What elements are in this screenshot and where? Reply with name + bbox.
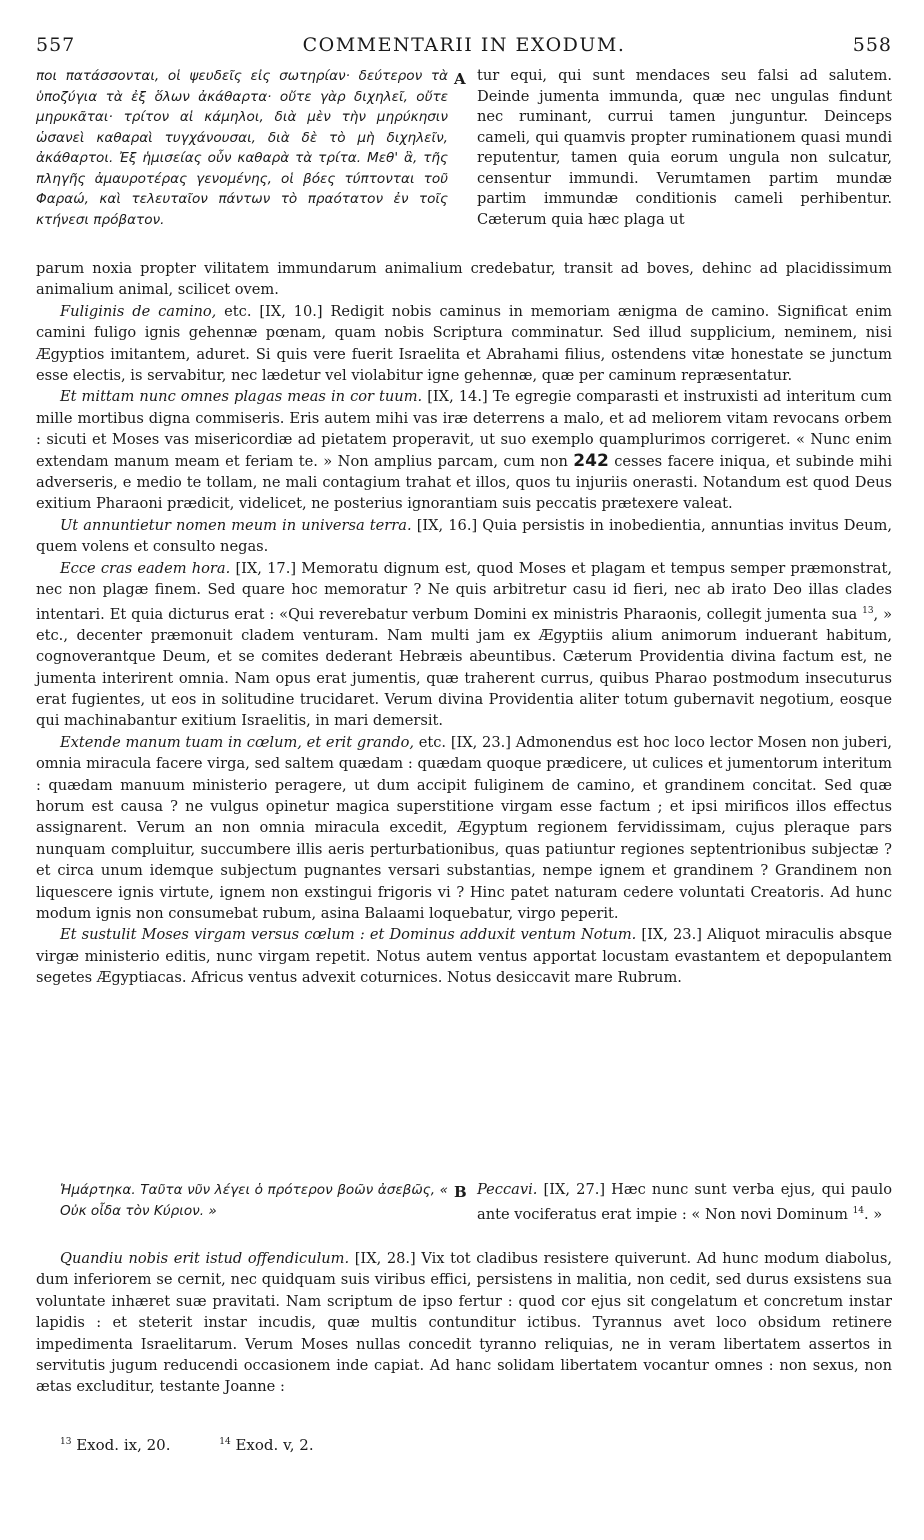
lemma: Extende manum tuam in cœlum, et erit grando, xyxy=(60,733,415,751)
verse-ref: [IX, 10.] xyxy=(259,302,323,320)
paragraph-continuation: parum noxia propter vilitatem immundarum animalium credebatur, transit ad boves, dehinc ad placidissimum animalium animal, scilicet ovem. xyxy=(36,260,892,299)
body-block-2 xyxy=(36,1248,892,1398)
paragraph-quandiu: Quandiu nobis erit istud offendiculum. [IX, 28.] Vix tot cladibus resistere quiverunt. Ad hunc modum diabolus, dum inferiorem se cernit, nec quidquam suis viribus effici, persistens in malitia, non cedit, sed durus exsistens sua voluntate inhæret suæ pravitati. Nam scriptum de ipso fertur : quod cor ejus sit congelatum et concretum instar lapidis : et steterit instar incudis, quæ multis contunditur ictibus. Tyrannus avet loco obsidum retinere impedimenta Israelitarum. Verum Moses nullas concedit tyranno reliquias, ne in veram libertatem assertos in servitutis jugum reducendi occasionem inde capiat. Ad hanc solidam libertatem vocantur omnes : non sexus, non ætas excluditur, testante Joanne : xyxy=(36,1250,893,1396)
verse-ref: [IX, 16.] xyxy=(411,516,478,534)
footnote: $^{14}$ Exod. v, 2. xyxy=(219,1436,314,1454)
verse-ref: [IX, 23.] xyxy=(450,733,511,751)
lemma: Fuliginis de camino, xyxy=(60,302,217,320)
parallel-columns-a xyxy=(36,66,892,280)
footnote-marker: 13 xyxy=(862,605,874,616)
paragraph-ut-annuntietur: Ut annuntietur nomen meum in universa terra. [IX, 16.] Quia persistis in inobedientia, annuntias invitus Deum, quem volens et consulto negas. xyxy=(36,516,892,556)
margin-marker-b: B xyxy=(454,1183,467,1201)
lemma: Quandiu nobis erit istud offendiculum. xyxy=(60,1250,350,1267)
page-number-left: 557 xyxy=(36,34,76,56)
running-title: COMMENTARII IN EXODUM. xyxy=(302,34,626,56)
latin-column: tur equi, qui sunt mendaces seu falsi ad salutem. Deinde jumenta immunda, quæ nec ungulas findunt nec ruminant, currui tamen junguntur. Deinceps cameli, qui quamvis propter ruminationem quasi mundi reputentur, tamen quia eorum ungula non sulcatur, censentur immundi. Verumtamen partim mundæ partim immundæ conditionis cameli perhibentur. Cæterum quia hæc plaga ut xyxy=(477,67,892,228)
lemma: Peccavi. xyxy=(477,1181,538,1198)
paragraph-et-sustulit: Et sustulit Moses virgam versus cœlum : et Dominus adduxit ventum Notum. [IX, 23.] Aliquot miraculis absque virgæ ministerio editis, nunc virgam repetit. Notus autem ventus apportat locustam evastantem et depopulantem segetes Ægyptiacas. Africus ventus advexit coturnices. Notus desiccavit mare Rubrum. xyxy=(36,926,892,987)
greek-column: Ἡμάρτηκα. Ταῦτα νῦν λέγει ὁ πρότερον βοῶν ἀσεβῶς, « Οὐκ οἶδα τὸν Κύριον. » xyxy=(60,1182,448,1219)
column-number: 242 xyxy=(573,450,609,471)
running-header xyxy=(36,34,892,58)
paragraph-ecce-cras: Ecce cras eadem hora. [IX, 17.] Memoratu dignum est, quod Moses et plagam et tempus semper præmonstrat, nec non plagæ finem. Sed quare hoc memoratur ? Ne quis arbitretur casu id fieri, nec ab irato Deo illas clades intentari. Et quia dicturus erat : «Qui reverebatur verbum Domini ex ministris Pharaonis, collegit jumenta sua $^{13}$, » etc., decenter præmonuit cladem venturam. Nam multi jam ex Ægyptiis alium animorum induerant habitum, cognoverantque Deum, et se comites dederant Hebræis abeuntibus. Cæterum Providentia divina factum est, ne jumenta interirent omnia. Nam opus erat jumentis, quæ traherent currus, quibus Pharao postmodum insecuturus erat fugientes, ut eos in solitudine trucidaret. Verum divina Providentia aliter totum gubernavit negotium, eosque qui machinabantur exitium Israelitis, in mari demersit. xyxy=(36,559,892,730)
lemma: Ἡμάρτηκα. xyxy=(60,1182,136,1198)
verse-ref: [IX, 17.] xyxy=(230,559,297,577)
body-block-1 xyxy=(36,258,892,989)
margin-marker-a: A xyxy=(454,70,466,88)
lemma: Ut annuntietur nomen meum in universa terra. xyxy=(60,516,412,534)
verse-ref: [IX, 23.] xyxy=(636,926,702,944)
parallel-columns-b xyxy=(36,1180,892,1244)
footnote-marker: 14 xyxy=(852,1205,865,1216)
paragraph-et-mittam: Et mittam nunc omnes plagas meas in cor tuum. [IX, 14.] Te egregie comparasti et instruxisti ad interitum cum mille mortibus digna commiseris. Eris autem mihi vas iræ deterrens a malo, et ad meliorem vitam revocans orbem : sicuti et Moses vas misericordiæ ad pietatem properavit, ut suo exemplo quamplurimos corrigeret. « Nunc enim extendam manum meam et feriam te. » Non amplius parcam, cum non 242 cesses facere iniqua, et subinde mihi adverseris, e medio te tollam, ne mali contagium trahat et illos, quos tu injuriis onerasti. Notandum est quod Deus exitium Pharaoni prædicit, videlicet, ne posterius ignorantiam suis peccatis prætexere valeat. xyxy=(36,388,892,513)
footnote: $^{13}$ Exod. ix, 20. xyxy=(60,1436,171,1454)
verse-ref: [IX, 28.] xyxy=(349,1250,416,1267)
latin-column: Peccavi. [IX, 27.] Hæc nunc sunt verba ejus, qui paulo ante vociferatus erat impie : « Non novi Dominum $^{14}$. » xyxy=(477,1181,892,1223)
verse-ref: [IX, 14.] xyxy=(422,388,488,406)
lemma: Ecce cras eadem hora. xyxy=(60,559,231,577)
lemma: Et mittam nunc omnes plagas meas in cor tuum. xyxy=(60,388,423,406)
paragraph-fuliginis: Fuliginis de camino, etc. [IX, 10.] Redigit nobis caminus in memoriam ænigma de camino. Significat enim camini fuligo ignis gehennæ pœnam, quam nobis Scriptura comminatur. Sed illud supplicium, neminem, nisi Ægyptios imitantem, aduret. Si quis vere fuerit Israelita et Abrahami filius, ostendens vitæ honestate se junctum esse electis, is servabitur, nec lædetur vel violabitur igne gehennæ, quæ per caminum repræsentatur. xyxy=(36,302,893,385)
paragraph-extende: Extende manum tuam in cœlum, et erit grando, etc. [IX, 23.] Admonendus est hoc loco lector Mosen non juberi, omnia miracula facere virga, sed saltem quædam : quædam quoque prædicere, ut culices et jumentorum interitum : quædam manuum ministerio peragere, ut dum accipit fuliginem de camino, et grandinem concitat. Sed quæ horum est causa ? ne vulgus opinetur magica superstitione virgam esse factum ; et ipsi mirificos illos effectus assignarent. Verum an non omnia miracula excedit, Ægyptum regionem fervidissimam, cujus pleraque pars nunquam compluitur, succumbere illis aeris perturbationibus, quas patiuntur regiones septentrionibus subjectæ ? et circa unum idemque subjectum pugnantes versari substantias, nempe ignem et grandinem ? Grandinem non liquescere ignis virtute, ignem non exstingui frigoris vi ? Hinc patet naturam cedere voluntati Creatoris. Ad hunc modum ignis non consumebat rubum, asina Balaami loquebatur, virgo peperit. xyxy=(36,733,893,923)
greek-column: ποι πατάσσονται, οἱ ψευδεῖς εἰς σωτηρίαν· δεύτερον τὰ ὑποζύγια τὰ ἐξ ὅλων ἀκάθαρτα· οὔτε γὰρ διχηλεῖ, οὔτε μηρυκᾶται· τρίτον αἱ κάμηλοι, διὰ μὲν τὴν μηρύκησιν ὡσανεὶ καθαραὶ τυγχάνουσαι, διὰ δὲ τὸ μὴ διχηλεῖν, ἀκάθαρτοι. Ἐξ ἡμισείας οὖν καθαρὰ τὰ τρίτα. Μεθ' ἃ, τῆς πληγῆς ἀμαυροτέρας γενομένης, οἱ βόες τύπτονται τοῦ Φαραώ, καὶ τελευταῖον πάντων τὸ πραότατον ἐν τοῖς κτήνεσι πρόβατον. xyxy=(36,68,448,228)
page-number-right: 558 xyxy=(852,34,892,56)
lemma: Et sustulit Moses virgam versus cœlum : et Dominus adduxit ventum Notum. xyxy=(60,926,637,944)
footnotes xyxy=(60,1436,358,1454)
